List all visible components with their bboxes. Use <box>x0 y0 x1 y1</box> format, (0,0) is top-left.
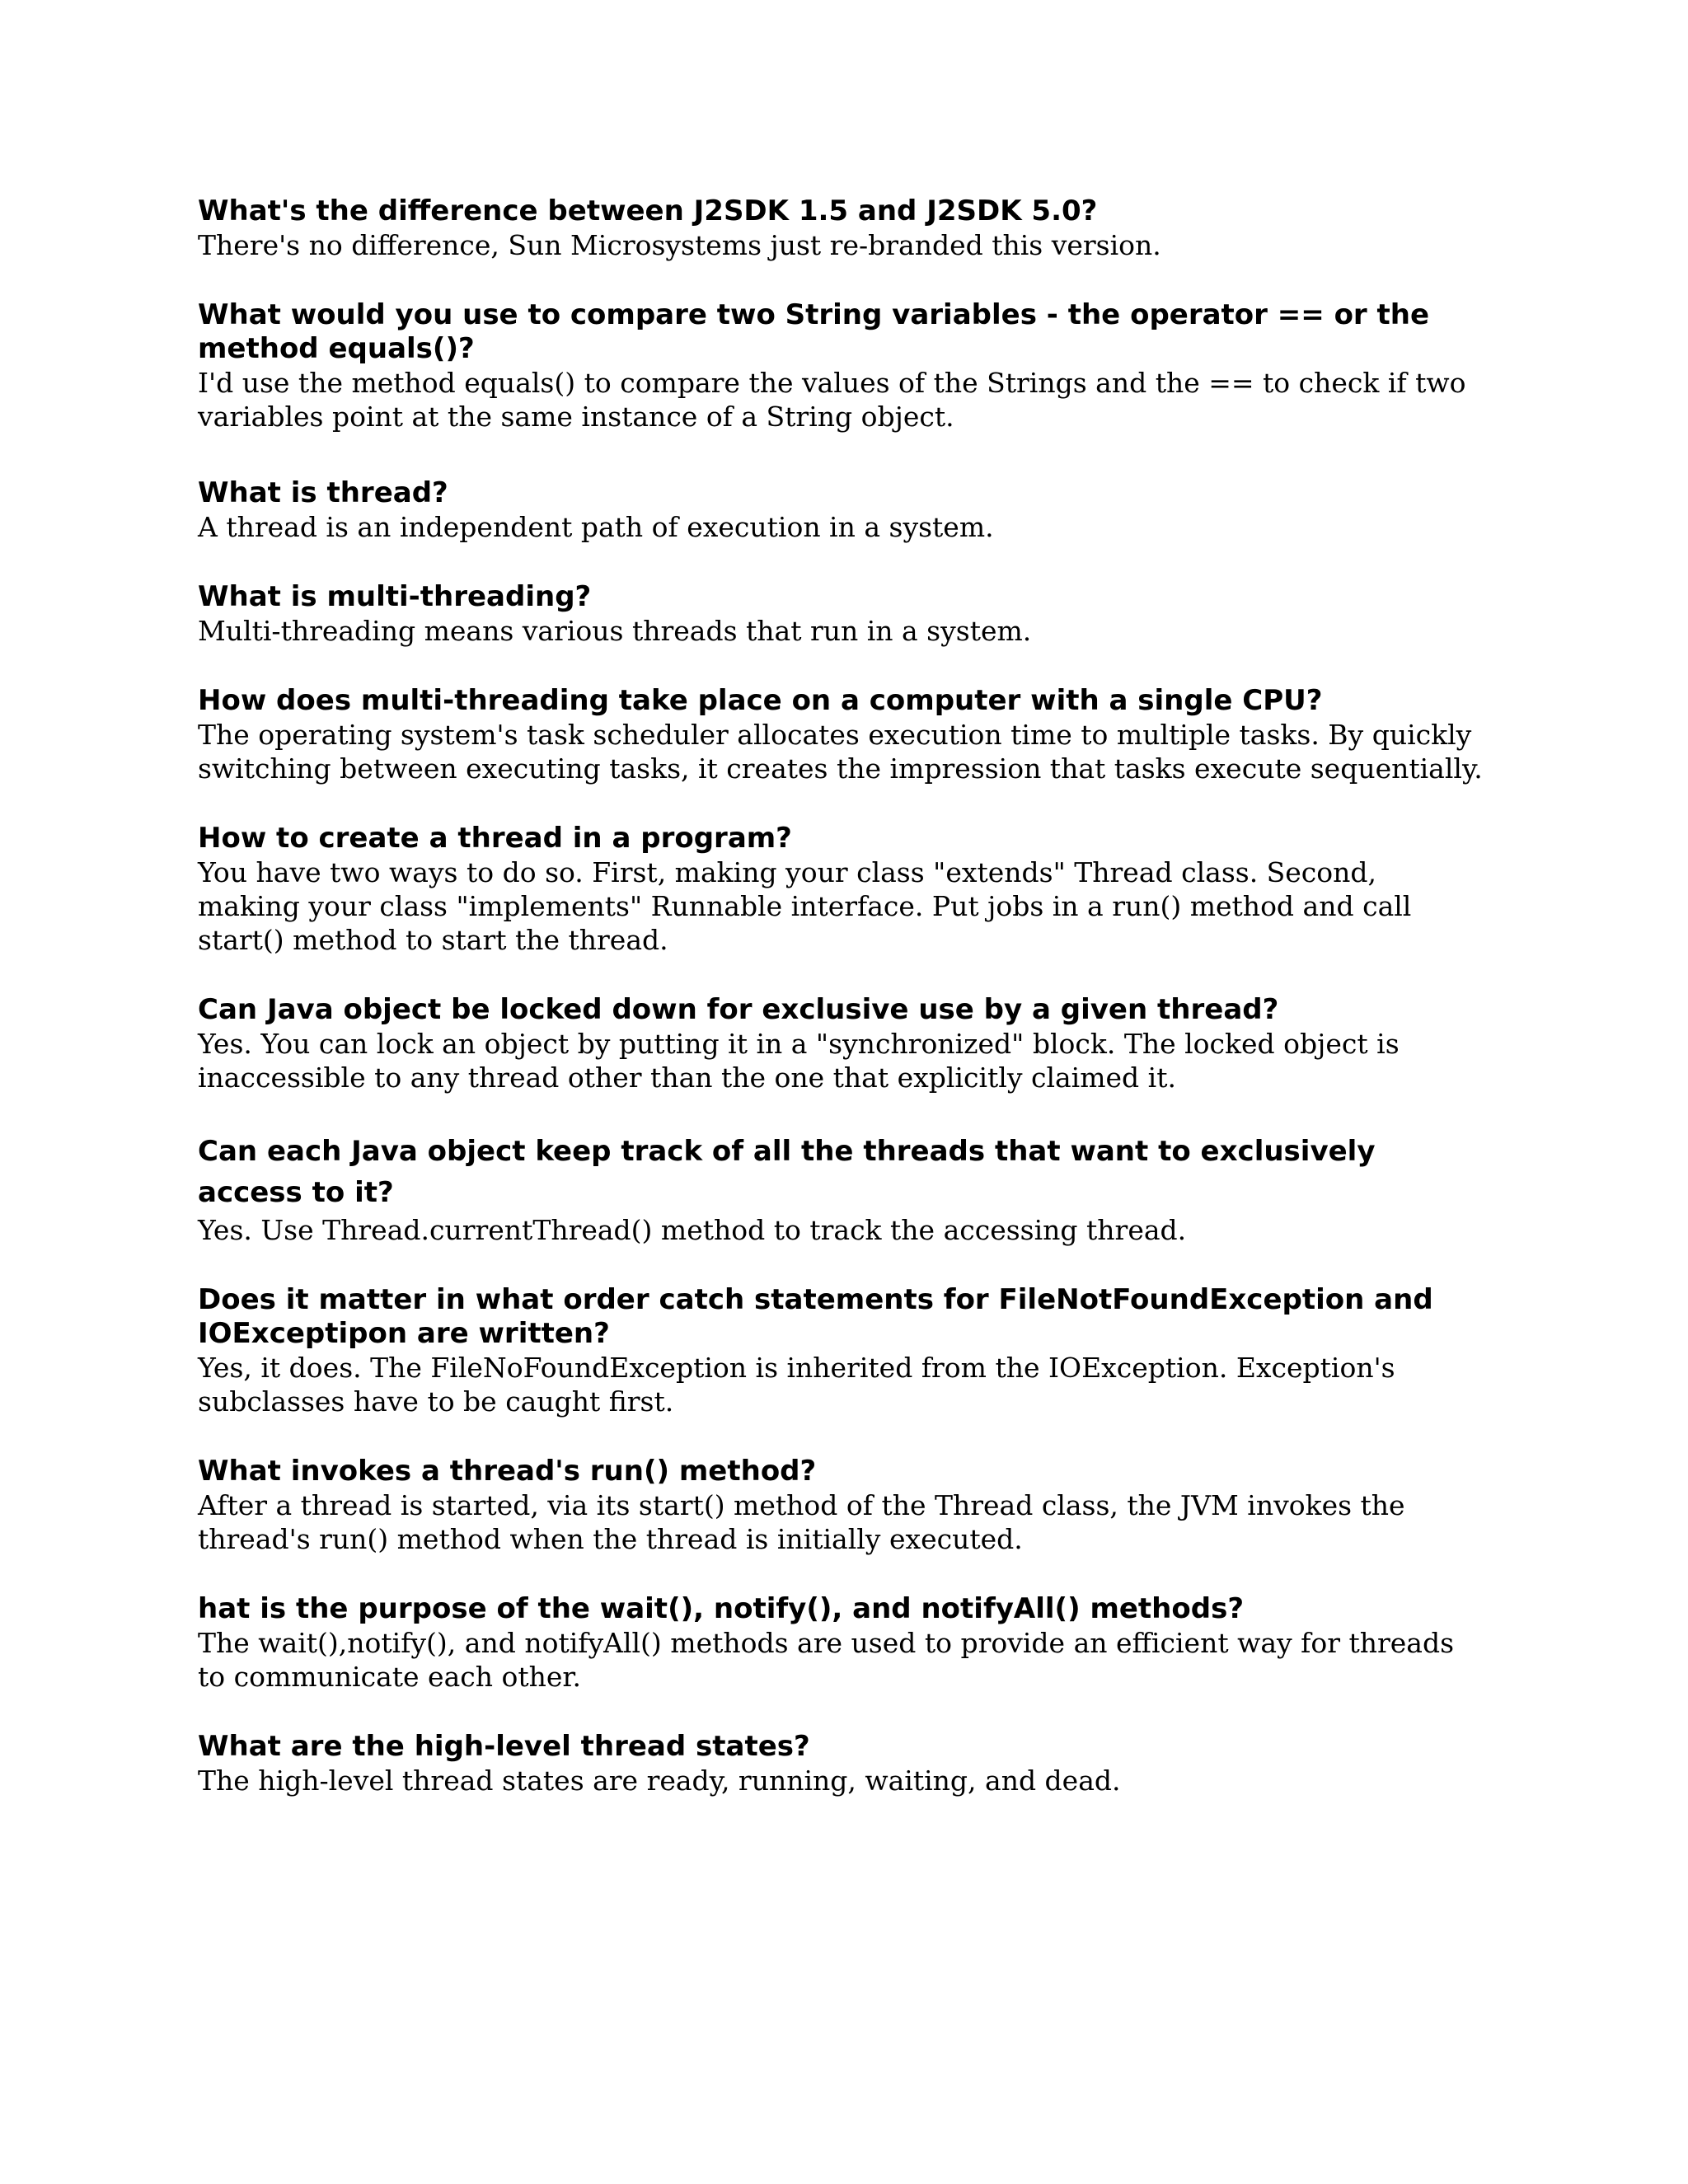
qa-item <box>198 1455 1484 1556</box>
question-heading: What is multi-threading? <box>198 580 592 613</box>
answer-text: The high-level thread states are ready, running, waiting, and dead. <box>198 1765 1121 1797</box>
qa-item <box>198 580 1484 648</box>
question-heading: What's the difference between J2SDK 1.5 and J2SDK 5.0? <box>198 194 1098 227</box>
question-heading: How does multi-threading take place on a computer with a single CPU? <box>198 684 1323 717</box>
answer-text: After a thread is started, via its start() method of the Thread class, the JVM invokes the thread's run() method when the thread is initially executed. <box>198 1489 1405 1555</box>
qa-item <box>198 1283 1484 1418</box>
qa-item <box>198 194 1484 262</box>
question-heading: What would you use to compare two String variables - the operator == or the method equals()? <box>198 298 1430 365</box>
answer-text: The operating system's task scheduler allocates execution time to multiple tasks. By quickly switching between executing tasks, it creates the impression that tasks execute sequentially. <box>198 719 1483 785</box>
answer-text: The wait(),notify(), and notifyAll() methods are used to provide an efficient way for threads to communicate each other. <box>198 1627 1455 1693</box>
answer-text: Yes. You can lock an object by putting it in a "synchronized" block. The locked object is inaccessible to any thread other than the one that explicitly claimed it. <box>198 1028 1400 1094</box>
question-heading: hat is the purpose of the wait(), notify(), and notifyAll() methods? <box>198 1592 1245 1625</box>
question-heading: What is thread? <box>198 476 448 509</box>
qa-item <box>198 298 1484 434</box>
answer-text: Multi-threading means various threads that run in a system. <box>198 615 1032 647</box>
qa-list <box>198 194 1484 1797</box>
question-heading: What are the high-level thread states? <box>198 1730 810 1763</box>
question-heading: Does it matter in what order catch statements for FileNotFoundException and IOExceptipon are written? <box>198 1283 1433 1350</box>
answer-text: Yes. Use Thread.currentThread() method to track the accessing thread. <box>198 1214 1187 1246</box>
answer-text: I'd use the method equals() to compare the values of the Strings and the == to check if two variables point at the same instance of a String object. <box>198 367 1466 433</box>
question-heading: How to create a thread in a program? <box>198 822 792 855</box>
qa-item <box>198 1131 1484 1247</box>
qa-item <box>198 822 1484 957</box>
answer-text: Yes, it does. The FileNoFoundException is inherited from the IOException. Exception's subclasses have to be caught first. <box>198 1352 1395 1418</box>
qa-item <box>198 993 1484 1094</box>
qa-item <box>198 1592 1484 1694</box>
qa-item <box>198 684 1484 785</box>
question-heading: Can each Java object keep track of all the threads that want to exclusively access to it? <box>198 1135 1376 1209</box>
answer-text: You have two ways to do so. First, making your class "extends" Thread class. Second, making your class "implements" Runnable interface. Put jobs in a run() method and call start() method to start the thread. <box>198 856 1412 956</box>
question-heading: Can Java object be locked down for exclusive use by a given thread? <box>198 993 1279 1026</box>
answer-text: A thread is an independent path of execution in a system. <box>198 511 994 543</box>
qa-item <box>198 1730 1484 1797</box>
question-heading: What invokes a thread's run() method? <box>198 1455 817 1488</box>
answer-text: There's no difference, Sun Microsystems just re-branded this version. <box>198 229 1161 261</box>
qa-item <box>198 476 1484 544</box>
